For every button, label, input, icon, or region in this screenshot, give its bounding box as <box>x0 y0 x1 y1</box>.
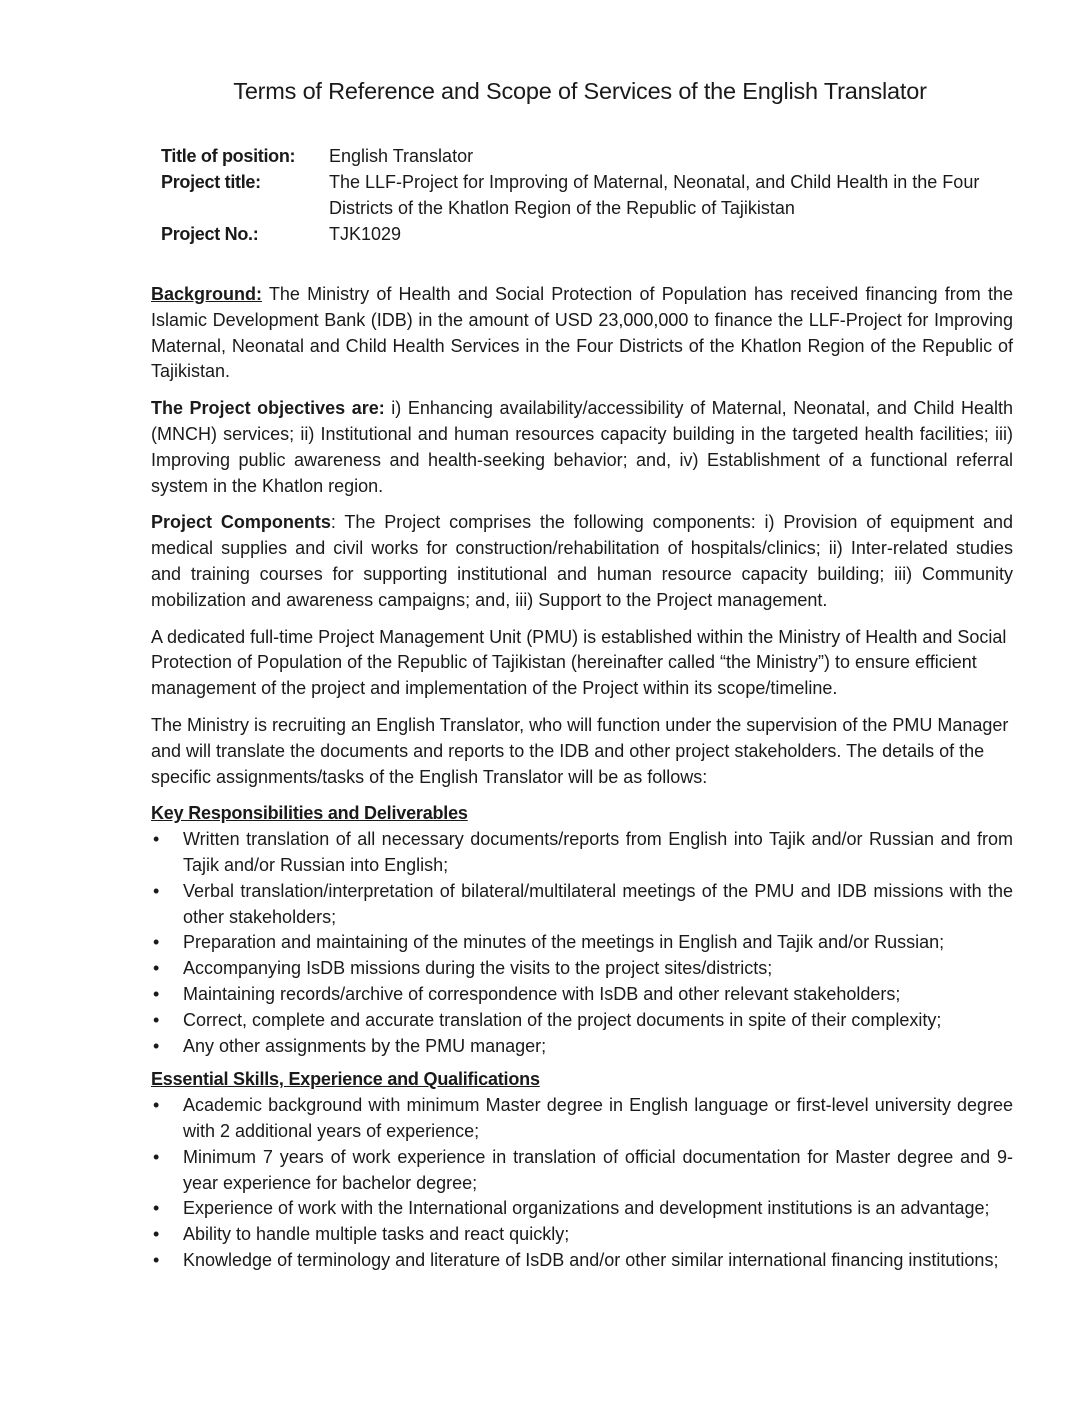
list-item-text: Experience of work with the International organizations and development institutions is an advantage; <box>183 1198 990 1219</box>
bullet-icon: • <box>153 829 160 850</box>
meta-value: The LLF-Project for Improving of Maternal, Neonatal, and Child Health in the Four Districts of the Khatlon Region of the Republic of Tajikistan <box>329 172 980 218</box>
list-item <box>151 1034 1013 1060</box>
list-item-text: Verbal translation/interpretation of bilateral/multilateral meetings of the PMU and IDB missions with the other stakeholders; <box>183 880 1013 927</box>
list-item-text: Minimum 7 years of work experience in translation of official documentation for Master degree and 9-year experience for bachelor degree; <box>183 1146 1013 1193</box>
list-item <box>151 1145 1013 1197</box>
bullet-icon: • <box>153 932 160 953</box>
bullet-icon: • <box>153 1035 160 1056</box>
meta-label: Title of position: <box>161 146 296 166</box>
list-item <box>151 1248 1013 1274</box>
objectives-text: i) Enhancing availability/accessibility of Maternal, Neonatal, and Child Health (MNCH) services; ii) Institutional and human resources capacity building in the targeted health facilities; iii) Improving public awareness and health-seeking behavior; and, iv) Establishment of a functional referral system in the Khatlon region. <box>151 398 1013 496</box>
responsibilities-list <box>151 827 1013 1059</box>
bullet-icon: • <box>153 1224 160 1245</box>
bullet-icon: • <box>153 1249 160 1270</box>
recruitment-paragraph: The Ministry is recruiting an English Translator, who will function under the supervision of the PMU Manager and will translate the documents and reports to the IDB and other project stakeholders. The details of the specific assignments/tasks of the English Translator will be as follows: <box>151 714 1009 787</box>
position-details <box>161 143 981 247</box>
meta-label: Project title: <box>161 172 261 192</box>
list-item <box>151 879 1013 931</box>
components-label: Project Components <box>151 512 331 533</box>
list-item-text: Ability to handle multiple tasks and react quickly; <box>183 1224 570 1245</box>
skills-list <box>151 1093 1013 1274</box>
list-item-text: Preparation and maintaining of the minutes of the meetings in English and Tajik and/or Russian; <box>183 932 945 953</box>
list-item <box>151 1008 1013 1034</box>
document-title: Terms of Reference and Scope of Services of the English Translator <box>233 78 927 104</box>
list-item-text: Correct, complete and accurate translation of the project documents in spite of their complexity; <box>183 1009 942 1030</box>
list-item <box>151 982 1013 1008</box>
meta-row-project-number <box>161 221 981 247</box>
meta-value: TJK1029 <box>329 224 402 244</box>
list-item <box>151 930 1013 956</box>
list-item <box>151 956 1013 982</box>
skills-heading: Essential Skills, Experience and Qualifications <box>151 1069 540 1090</box>
list-item-text: Written translation of all necessary documents/reports from English into Tajik and/or Russian and from Tajik and/or Russian into English; <box>183 829 1013 875</box>
bullet-icon: • <box>153 1146 160 1167</box>
background-text: The Ministry of Health and Social Protection of Population has received financing from the Islamic Development Bank (IDB) in the amount of USD 23,000,000 to finance the LLF-Project for Improving Maternal, Neonatal and Child Health Services in the Four Districts of the Khatlon Region of the Republic of Tajikistan. <box>151 284 1013 382</box>
list-item-text: Knowledge of terminology and literature of IsDB and/or other similar international financing institutions; <box>183 1249 999 1270</box>
components-text: : The Project comprises the following components: i) Provision of equipment and medical supplies and civil works for construction/rehabilitation of hospitals/clinics; ii) Inter-related studies and training courses for supporting institutional and human resource capacity building; iii) Community mobilization and awareness campaigns; and, iii) Support to the Project management. <box>151 512 1013 610</box>
bullet-icon: • <box>153 1095 160 1116</box>
document-body <box>151 282 1013 1282</box>
meta-label: Project No.: <box>161 224 259 244</box>
bullet-icon: • <box>153 983 160 1004</box>
bullet-icon: • <box>153 958 160 979</box>
bullet-icon: • <box>153 880 160 901</box>
bullet-icon: • <box>153 1009 160 1030</box>
list-item <box>151 1093 1013 1145</box>
list-item <box>151 1222 1013 1248</box>
list-item <box>151 1196 1013 1222</box>
list-item <box>151 827 1013 879</box>
list-item-text: Accompanying IsDB missions during the visits to the project sites/districts; <box>183 958 773 979</box>
background-paragraph <box>151 282 1013 385</box>
objectives-paragraph <box>151 396 1013 499</box>
bullet-icon: • <box>153 1198 160 1219</box>
list-item-text: Any other assignments by the PMU manager; <box>183 1035 547 1056</box>
pmu-paragraph: A dedicated full-time Project Management Unit (PMU) is established within the Ministry of Health and Social Protection of Population of the Republic of Tajikistan (hereinafter called “the Ministry”) to ensure efficient management of the project and implementation of the Project within its scope/timeline. <box>151 626 1007 699</box>
objectives-label: The Project objectives are: <box>151 398 385 419</box>
meta-row-position <box>161 143 981 169</box>
responsibilities-heading: Key Responsibilities and Deliverables <box>151 803 468 824</box>
list-item-text: Academic background with minimum Master degree in English language or first-level university degree with 2 additional years of experience; <box>183 1095 1013 1141</box>
meta-row-project-title <box>161 169 981 221</box>
list-item-text: Maintaining records/archive of correspondence with IsDB and other relevant stakeholders; <box>183 983 901 1004</box>
components-paragraph <box>151 510 1013 613</box>
background-label: Background: <box>151 284 263 304</box>
meta-value: English Translator <box>329 146 474 166</box>
